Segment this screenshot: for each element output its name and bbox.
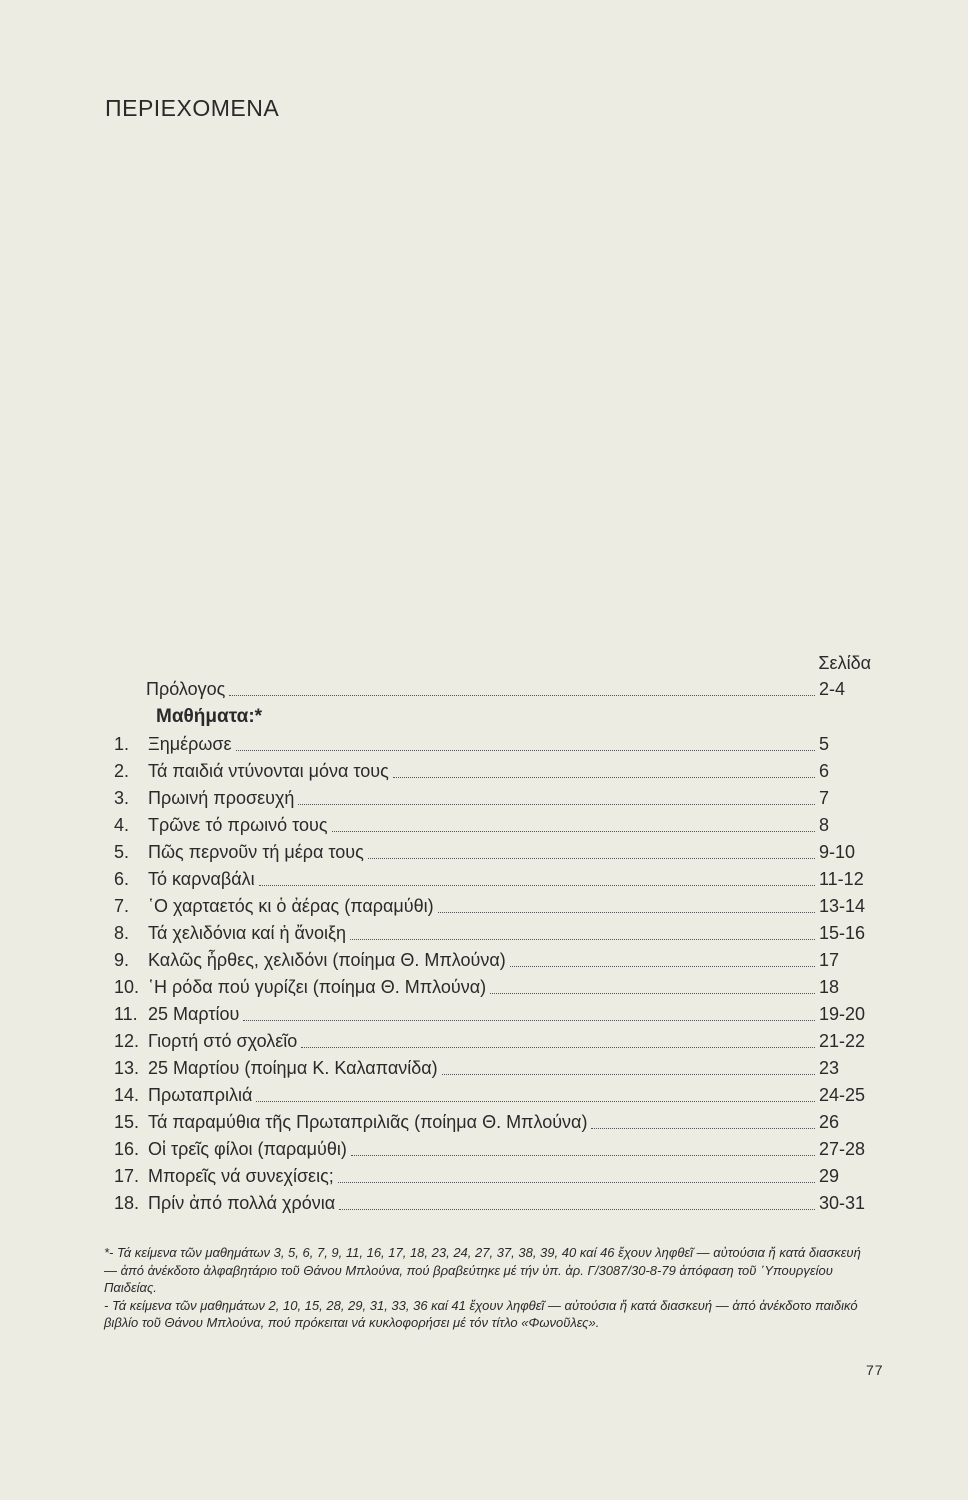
toc-entry-page: 24-25 — [819, 1085, 866, 1105]
page-column-label: Σελίδα — [818, 653, 871, 673]
toc-entry-title: Οἱ τρεῖς φίλοι (παραμύθι) — [148, 1139, 347, 1159]
toc-entry-number: 17. — [114, 1166, 140, 1186]
toc-entry-number: 1. — [114, 734, 130, 754]
toc-entry-page: 23 — [819, 1058, 840, 1078]
toc-entry-number: 18. — [114, 1193, 140, 1213]
dot-leader — [442, 1074, 815, 1075]
dot-leader — [510, 966, 815, 967]
dot-leader — [259, 885, 815, 886]
toc-entry-title: Τρῶνε τό πρωινό τους — [148, 815, 328, 835]
dot-leader — [298, 804, 815, 805]
toc-entry-number: 6. — [114, 869, 130, 889]
toc-entry-title: Γιορτή στό σχολεῖο — [148, 1031, 298, 1051]
dot-leader — [438, 912, 815, 913]
toc-entry-title: Πρίν ἀπό πολλά χρόνια — [148, 1193, 336, 1213]
toc-entry-page: 30-31 — [819, 1193, 866, 1213]
toc-entry-title: ῾Η ρόδα πού γυρίζει (ποίημα Θ. Μπλούνα) — [148, 977, 487, 997]
toc-entry-number: 11. — [114, 1004, 138, 1024]
toc-entry-page: 17 — [819, 950, 840, 970]
toc-entry-title: Τά παραμύθια τῆς Πρωταπριλιᾶς (ποίημα Θ. Μπλούνα) — [148, 1112, 588, 1132]
toc-entry-number: 10. — [114, 977, 140, 997]
toc-entry-page: 6 — [819, 761, 830, 781]
toc-entry-title: Μπορεῖς νά συνεχίσεις; — [148, 1166, 334, 1186]
footnotes — [104, 1244, 864, 1332]
toc-entry — [114, 839, 871, 866]
page-heading: ΠΕΡΙΕΧΟΜΕΝΑ — [105, 95, 280, 121]
toc-entry-number: 14. — [114, 1085, 140, 1105]
toc-list — [114, 731, 871, 1217]
toc-entry — [114, 1055, 871, 1082]
toc-entry-number: 3. — [114, 788, 130, 808]
toc-entry-number: 12. — [114, 1031, 140, 1051]
toc-entry-page: 26 — [819, 1112, 840, 1132]
toc-entry — [114, 1136, 871, 1163]
toc-entry-title: 25 Μαρτίου — [148, 1004, 240, 1024]
toc-entry-number: 8. — [114, 923, 130, 943]
dot-leader — [236, 750, 815, 751]
toc-entry-page: 2-4 — [819, 679, 846, 699]
toc-entry — [114, 1001, 871, 1028]
toc-entry — [114, 1028, 871, 1055]
toc-entry-title: Πρόλογος — [146, 679, 226, 699]
dot-leader — [350, 939, 815, 940]
dot-leader — [301, 1047, 815, 1048]
dot-leader — [351, 1155, 815, 1156]
toc-entry-title: ῾Ο χαρταετός κι ὁ ἀέρας (παραμύθι) — [148, 896, 434, 916]
dot-leader — [338, 1182, 815, 1183]
dot-leader — [490, 993, 815, 994]
toc-entry — [114, 731, 871, 758]
section-title: Μαθήματα:* — [156, 706, 263, 727]
toc-entry-page: 21-22 — [819, 1031, 866, 1051]
toc-entry-page: 9-10 — [819, 842, 856, 862]
toc-entry — [114, 974, 871, 1001]
toc-entry-number: 2. — [114, 761, 130, 781]
toc-entry — [114, 785, 871, 812]
dot-leader — [393, 777, 815, 778]
toc-entry — [114, 893, 871, 920]
toc-entry-page: 13-14 — [819, 896, 866, 916]
toc-entry-title: Πρωταπριλιά — [148, 1085, 253, 1105]
toc-entry-page: 18 — [819, 977, 840, 997]
dot-leader — [368, 858, 815, 859]
toc-entry-title: Τό καρναβάλι — [148, 869, 255, 889]
toc-entry-title: Καλῶς ἦρθες, χελιδόνι (ποίημα Θ. Μπλούνα) — [148, 950, 506, 970]
toc-entry-title: Πῶς περνοῦν τή μέρα τους — [148, 842, 364, 862]
footnote: - Τά κείμενα τῶν μαθημάτων 2, 10, 15, 28, 29, 31, 33, 36 καί 41 ἔχουν ληφθεῖ — αὐτούσια ἤ κατά διασκευή — ἀπό ἀνέκδοτο παιδικό βιβλίο τοῦ Θάνου Μπλούνα, πού πρόκειται νά κυκλοφορήσει μέ τόν τίτλο «Φωνοῦλες». — [104, 1297, 858, 1330]
footnote: *- Τά κείμενα τῶν μαθημάτων 3, 5, 6, 7, 9, 11, 16, 17, 18, 23, 24, 27, 37, 38, 39, 40 καί 46 ἔχουν ληφθεῖ — αὐτούσια ἤ κατά διασκευή — ἀπό ἀνέκδοτο ἀλφαβητάριο τοῦ Θάνου Μπλούνα, πού βραβεύτηκε μέ τήν ὑπ. ἀρ. Γ/3087/30-8-79 ἀπόφαση τοῦ ῾Υπουργείου Παιδείας. — [104, 1245, 861, 1295]
dot-leader — [591, 1128, 815, 1129]
toc-entry — [114, 812, 871, 839]
dot-leader — [229, 695, 815, 696]
toc-entry-page: 7 — [819, 788, 830, 808]
toc-entry-page: 5 — [819, 734, 830, 754]
toc-entry-prologue — [114, 676, 871, 703]
dot-leader — [256, 1101, 815, 1102]
toc-entry — [114, 1082, 871, 1109]
toc-entry-title: Ξημέρωσε — [148, 734, 232, 754]
dot-leader — [243, 1020, 815, 1021]
toc-entry-title: Πρωινή προσευχή — [148, 788, 295, 808]
toc-entry-page: 11-12 — [819, 869, 864, 889]
dot-leader — [339, 1209, 815, 1210]
page-number: 77 — [866, 1362, 884, 1378]
toc-entry-page: 15-16 — [819, 923, 866, 943]
toc-entry-number: 9. — [114, 950, 130, 970]
toc-entry — [114, 866, 871, 893]
toc-entry — [114, 947, 871, 974]
toc-entry — [114, 1163, 871, 1190]
toc-entry-title: Τά παιδιά ντύνονται μόνα τους — [148, 761, 389, 781]
table-of-contents — [114, 650, 871, 1217]
toc-entry-number: 7. — [114, 896, 130, 916]
toc-entry-page: 8 — [819, 815, 830, 835]
toc-entry-page: 19-20 — [819, 1004, 866, 1024]
toc-entry — [114, 758, 871, 785]
toc-entry — [114, 1190, 871, 1217]
toc-entry-number: 15. — [114, 1112, 140, 1132]
toc-entry-number: 5. — [114, 842, 130, 862]
toc-entry-title: Τά χελιδόνια καί ἡ ἄνοιξη — [148, 923, 347, 943]
toc-entry-number: 4. — [114, 815, 130, 835]
toc-entry-number: 16. — [114, 1139, 140, 1159]
toc-entry — [114, 920, 871, 947]
toc-entry-number: 13. — [114, 1058, 140, 1078]
toc-entry — [114, 1109, 871, 1136]
toc-entry-page: 29 — [819, 1166, 840, 1186]
dot-leader — [332, 831, 815, 832]
toc-entry-title: 25 Μαρτίου (ποίημα Κ. Καλαπανίδα) — [148, 1058, 438, 1078]
toc-entry-page: 27-28 — [819, 1139, 866, 1159]
